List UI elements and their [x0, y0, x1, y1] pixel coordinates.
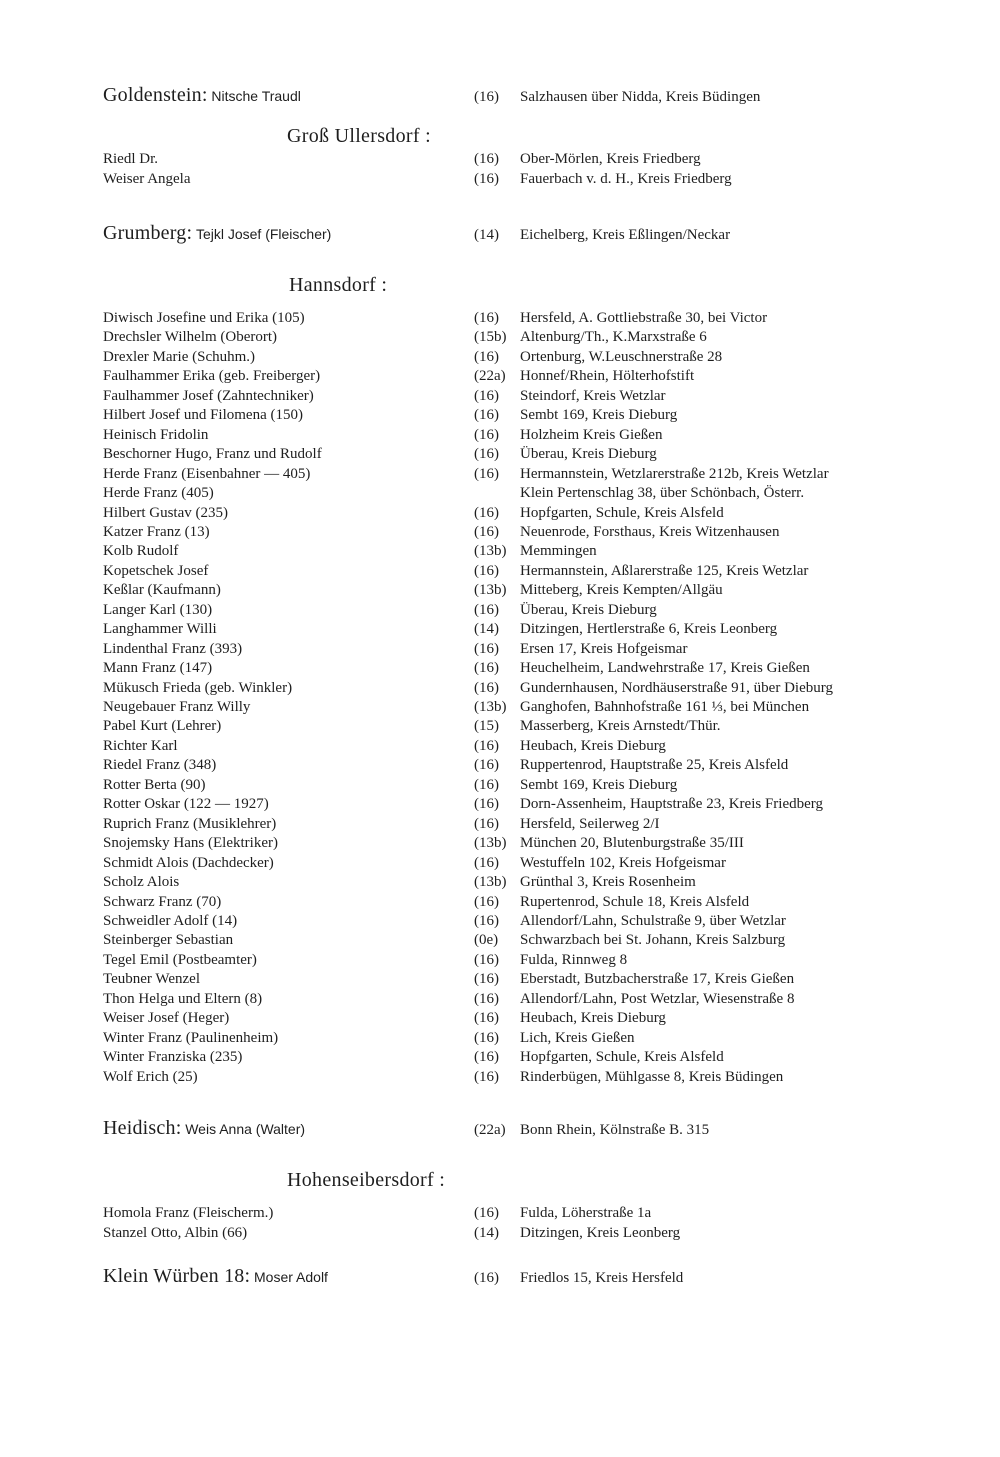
list-item: [0, 658, 1000, 678]
postal-code: (16): [474, 990, 499, 1007]
list-item: [0, 1028, 1000, 1048]
address: Rinderbügen, Mühlgasse 8, Kreis Büdingen: [520, 1068, 784, 1085]
address: Heubach, Kreis Dieburg: [520, 1010, 666, 1027]
postal-code: (13b): [474, 835, 507, 852]
person-name: Weis Anna (Walter): [185, 1121, 306, 1137]
postal-code: (16): [474, 815, 499, 832]
postal-code: (22a): [474, 368, 506, 385]
address: Hersfeld, Seilerweg 2/I: [520, 815, 660, 832]
list-item: [0, 169, 1000, 189]
postal-code: (16): [474, 310, 499, 326]
person-name: Weiser Josef (Heger): [103, 1010, 230, 1027]
address: Steindorf, Kreis Wetzlar: [520, 387, 666, 404]
section-heading-hohenseibersdorf: Hohenseibersdorf :: [287, 1169, 446, 1191]
list-item: [0, 833, 1000, 853]
address: München 20, Blutenburgstraße 35/III: [520, 835, 744, 852]
postal-code: (16): [474, 348, 499, 365]
person-name: Keßlar (Kaufmann): [103, 582, 221, 599]
person-name: Faulhammer Josef (Zahntechniker): [103, 387, 314, 404]
postal-code: (16): [474, 660, 499, 677]
town-colon: :: [186, 222, 193, 244]
postal-code: (22a): [474, 1122, 506, 1138]
postal-code: (13b): [474, 699, 507, 715]
person-name: Kopetschek Josef: [103, 562, 209, 579]
person-name: Pabel Kurt (Lehrer): [103, 718, 222, 735]
address: Ganghofen, Bahnhofstraße 161 ⅓, bei München: [520, 699, 810, 715]
address: Lich, Kreis Gießen: [520, 1029, 635, 1046]
list-item: [0, 1203, 1000, 1223]
list-item: [0, 853, 1000, 873]
person-name: Katzer Franz (13): [103, 523, 210, 540]
list-item: [0, 405, 1000, 425]
section-heading-hannsdorf: Hannsdorf :: [289, 274, 388, 296]
town-name: Goldenstein: [103, 84, 202, 106]
person-name: Richter Karl: [103, 737, 178, 754]
postal-code: (16): [474, 1068, 499, 1085]
list-item: [0, 149, 1000, 169]
address: Eichelberg, Kreis Eßlingen/Neckar: [520, 227, 731, 243]
postal-code: (16): [474, 1010, 499, 1027]
postal-code: (16): [474, 679, 499, 696]
person-name: Steinberger Sebastian: [103, 932, 234, 949]
postal-code: (16): [474, 446, 499, 463]
person-name: Schmidt Alois (Dachdecker): [103, 854, 274, 871]
address: Eberstadt, Butzbacherstraße 17, Kreis Gießen: [520, 971, 795, 988]
address: Ober-Mörlen, Kreis Friedberg: [520, 151, 701, 167]
person-name: Faulhammer Erika (geb. Freiberger): [103, 368, 321, 385]
address: Memmingen: [520, 543, 597, 560]
person-name: Neugebauer Franz Willy: [103, 699, 251, 715]
address: Altenburg/Th., K.Marxstraße 6: [520, 329, 707, 346]
person-name: Schweidler Adolf (14): [103, 912, 238, 929]
list-item: [0, 347, 1000, 367]
postal-code: (16): [474, 523, 499, 540]
person-name: Moser Adolf: [254, 1269, 328, 1285]
postal-code: (14): [474, 621, 499, 638]
person-name: Lindenthal Franz (393): [103, 640, 243, 657]
person-name: Langer Karl (130): [103, 601, 213, 618]
person-name: Tegel Emil (Postbeamter): [103, 951, 257, 968]
list-item: [0, 619, 1000, 639]
section-heading-gross-ullersdorf: Groß Ullersdorf :: [287, 125, 431, 147]
list-item: [0, 600, 1000, 620]
person-name: Winter Franz (Paulinenheim): [103, 1029, 279, 1046]
address: Bonn Rhein, Kölnstraße B. 315: [520, 1122, 710, 1138]
postal-code: (16): [474, 912, 499, 929]
person-name: Winter Franziska (235): [103, 1049, 243, 1066]
person-name: Nitsche Traudl: [211, 88, 301, 104]
address: Klein Pertenschlag 38, über Schönbach, Österr.: [520, 485, 805, 502]
person-name: Rotter Oskar (122 — 1927): [103, 796, 269, 813]
postal-code: (16): [474, 151, 499, 167]
postal-code: (16): [474, 854, 499, 871]
postal-code: (16): [474, 1029, 499, 1046]
postal-code: (16): [474, 465, 499, 482]
person-name: Drechsler Wilhelm (Oberort): [103, 329, 278, 346]
list-item: [0, 736, 1000, 756]
list-item: [0, 716, 1000, 736]
address: Rupertenrod, Schule 18, Kreis Alsfeld: [520, 893, 750, 910]
person-name: Snojemsky Hans (Elektriker): [103, 835, 278, 852]
list-item: [0, 386, 1000, 406]
town-name: Heidisch: [103, 1117, 176, 1139]
person-name: Teubner Wenzel: [103, 971, 201, 988]
postal-code: (16): [474, 737, 499, 754]
postal-code: (14): [474, 227, 499, 243]
list-item: [0, 541, 1000, 561]
town-name: Grumberg: [103, 222, 187, 244]
postal-code: (16): [474, 951, 499, 968]
person-name: Heinisch Fridolin: [103, 426, 209, 443]
address: Allendorf/Lahn, Schulstraße 9, über Wetzlar: [520, 912, 786, 929]
list-item: [0, 522, 1000, 542]
town-name: Klein Würben 18: [103, 1265, 245, 1287]
person-name: Tejkl Josef (Fleischer): [195, 226, 332, 242]
person-name: Hilbert Gustav (235): [103, 504, 228, 521]
person-name: Thon Helga und Eltern (8): [103, 990, 263, 1007]
list-item: [0, 892, 1000, 912]
postal-code: (13b): [474, 874, 507, 891]
address: Salzhausen über Nidda, Kreis Büdingen: [520, 89, 761, 105]
town-colon: :: [201, 84, 208, 106]
list-item: [0, 1008, 1000, 1028]
address: Hersfeld, A. Gottliebstraße 30, bei Victor: [520, 310, 768, 326]
person-name: Rotter Berta (90): [103, 776, 206, 793]
address: Dorn-Assenheim, Hauptstraße 23, Kreis Friedberg: [520, 796, 823, 813]
person-name: Riedl Dr.: [103, 151, 158, 167]
person-name: Herde Franz (405): [103, 485, 214, 502]
address: Gundernhausen, Nordhäuserstraße 91, über Dieburg: [520, 679, 833, 696]
postal-code: (0e): [474, 932, 499, 949]
postal-code: (16): [474, 796, 499, 813]
postal-code: (16): [474, 171, 499, 187]
address: Überau, Kreis Dieburg: [520, 446, 657, 463]
person-name: Drexler Marie (Schuhm.): [103, 348, 256, 365]
address: Sembt 169, Kreis Dieburg: [520, 776, 678, 793]
address: Mitteberg, Kreis Kempten/Allgäu: [520, 582, 723, 599]
person-name: Scholz Alois: [103, 874, 180, 891]
postal-code: (16): [474, 971, 499, 988]
list-item: [0, 755, 1000, 775]
address: Ruppertenrod, Hauptstraße 25, Kreis Alsfeld: [520, 757, 789, 774]
list-item: [0, 639, 1000, 659]
person-name: Ruprich Franz (Musiklehrer): [103, 815, 277, 832]
list-item: [0, 366, 1000, 386]
address: Grünthal 3, Kreis Rosenheim: [520, 874, 696, 891]
list-item: [0, 678, 1000, 698]
address: Westuffeln 102, Kreis Hofgeismar: [520, 854, 726, 871]
list-item: [0, 483, 1000, 503]
list-item: [0, 425, 1000, 445]
address: Hermannstein, Aßlarerstraße 125, Kreis Wetzlar: [520, 562, 809, 579]
address: Holzheim Kreis Gießen: [520, 426, 663, 443]
address: Allendorf/Lahn, Post Wetzlar, Wiesenstraße 8: [520, 990, 795, 1007]
address: Fauerbach v. d. H., Kreis Friedberg: [520, 171, 732, 187]
entry-goldenstein: [0, 84, 1000, 107]
address: Heubach, Kreis Dieburg: [520, 737, 666, 754]
list-item: [0, 561, 1000, 581]
postal-code: (16): [474, 407, 499, 424]
postal-code: (16): [474, 1049, 499, 1066]
postal-code: (16): [474, 1270, 499, 1286]
postal-code: (16): [474, 1205, 499, 1221]
list-item: [0, 930, 1000, 950]
postal-code: (16): [474, 640, 499, 657]
person-name: Herde Franz (Eisenbahner — 405): [103, 465, 311, 482]
postal-code: (16): [474, 562, 499, 579]
list-item: [0, 775, 1000, 795]
address: Hopfgarten, Schule, Kreis Alsfeld: [520, 504, 724, 521]
list-item: [0, 989, 1000, 1009]
address: Ditzingen, Kreis Leonberg: [520, 1225, 681, 1241]
postal-code: (16): [474, 601, 499, 618]
postal-code: (14): [474, 1225, 499, 1241]
list-item: [0, 950, 1000, 970]
person-name: Stanzel Otto, Albin (66): [103, 1225, 248, 1241]
postal-code: (15b): [474, 329, 507, 346]
address: Fulda, Löherstraße 1a: [520, 1205, 652, 1221]
list-item: [0, 794, 1000, 814]
entry-klein-wuerben: [0, 1265, 1000, 1288]
person-name: Langhammer Willi: [103, 621, 217, 638]
list-item: [0, 308, 1000, 328]
list-item: [0, 872, 1000, 892]
list-item: [0, 969, 1000, 989]
person-name: Homola Franz (Fleischerm.): [103, 1205, 274, 1221]
address: Ersen 17, Kreis Hofgeismar: [520, 640, 688, 657]
postal-code: (16): [474, 89, 499, 105]
list-item: [0, 1047, 1000, 1067]
person-name: Riedel Franz (348): [103, 757, 217, 774]
person-name: Mükusch Frieda (geb. Winkler): [103, 679, 293, 696]
address: Friedlos 15, Kreis Hersfeld: [520, 1270, 684, 1286]
postal-code: (13b): [474, 582, 507, 599]
postal-code: (16): [474, 504, 499, 521]
person-name: Diwisch Josefine und Erika (105): [103, 310, 305, 326]
person-name: Hilbert Josef und Filomena (150): [103, 407, 303, 424]
person-name: Wolf Erich (25): [103, 1068, 198, 1085]
list-item: [0, 464, 1000, 484]
list-item: [0, 697, 1000, 717]
postal-code: (15): [474, 718, 499, 735]
address: Schwarzbach bei St. Johann, Kreis Salzburg: [520, 932, 786, 949]
postal-code: (16): [474, 893, 499, 910]
person-name: Weiser Angela: [103, 171, 191, 187]
list-item: [0, 1223, 1000, 1243]
address: Fulda, Rinnweg 8: [520, 951, 628, 968]
address: Heuchelheim, Landwehrstraße 17, Kreis Gießen: [520, 660, 810, 677]
list-item: [0, 911, 1000, 931]
postal-code: (16): [474, 426, 499, 443]
address: Ortenburg, W.Leuschnerstraße 28: [520, 348, 723, 365]
entry-grumberg: [0, 222, 1000, 245]
town-colon: :: [175, 1117, 182, 1139]
person-name: Beschorner Hugo, Franz und Rudolf: [103, 446, 322, 463]
address: Hopfgarten, Schule, Kreis Alsfeld: [520, 1049, 724, 1066]
address: Überau, Kreis Dieburg: [520, 601, 657, 618]
person-name: Schwarz Franz (70): [103, 893, 222, 910]
list-item: [0, 580, 1000, 600]
person-name: Mann Franz (147): [103, 660, 213, 677]
postal-code: (16): [474, 776, 499, 793]
list-item: [0, 1067, 1000, 1087]
postal-code: (16): [474, 757, 499, 774]
list-item: [0, 327, 1000, 347]
list-item: [0, 814, 1000, 834]
address: Ditzingen, Hertlerstraße 6, Kreis Leonberg: [520, 621, 778, 638]
postal-code: (16): [474, 387, 499, 404]
town-colon: :: [244, 1265, 251, 1287]
address: Hermannstein, Wetzlarerstraße 212b, Kreis Wetzlar: [520, 465, 829, 482]
postal-code: (13b): [474, 543, 507, 560]
address: Masserberg, Kreis Arnstedt/Thür.: [520, 718, 721, 735]
list-item: [0, 444, 1000, 464]
person-name: Kolb Rudolf: [103, 543, 179, 560]
entry-heidisch: [0, 1117, 1000, 1140]
address: Sembt 169, Kreis Dieburg: [520, 407, 678, 424]
list-item: [0, 503, 1000, 523]
address: Honnef/Rhein, Hölterhofstift: [520, 368, 695, 385]
address: Neuenrode, Forsthaus, Kreis Witzenhausen: [520, 523, 780, 540]
